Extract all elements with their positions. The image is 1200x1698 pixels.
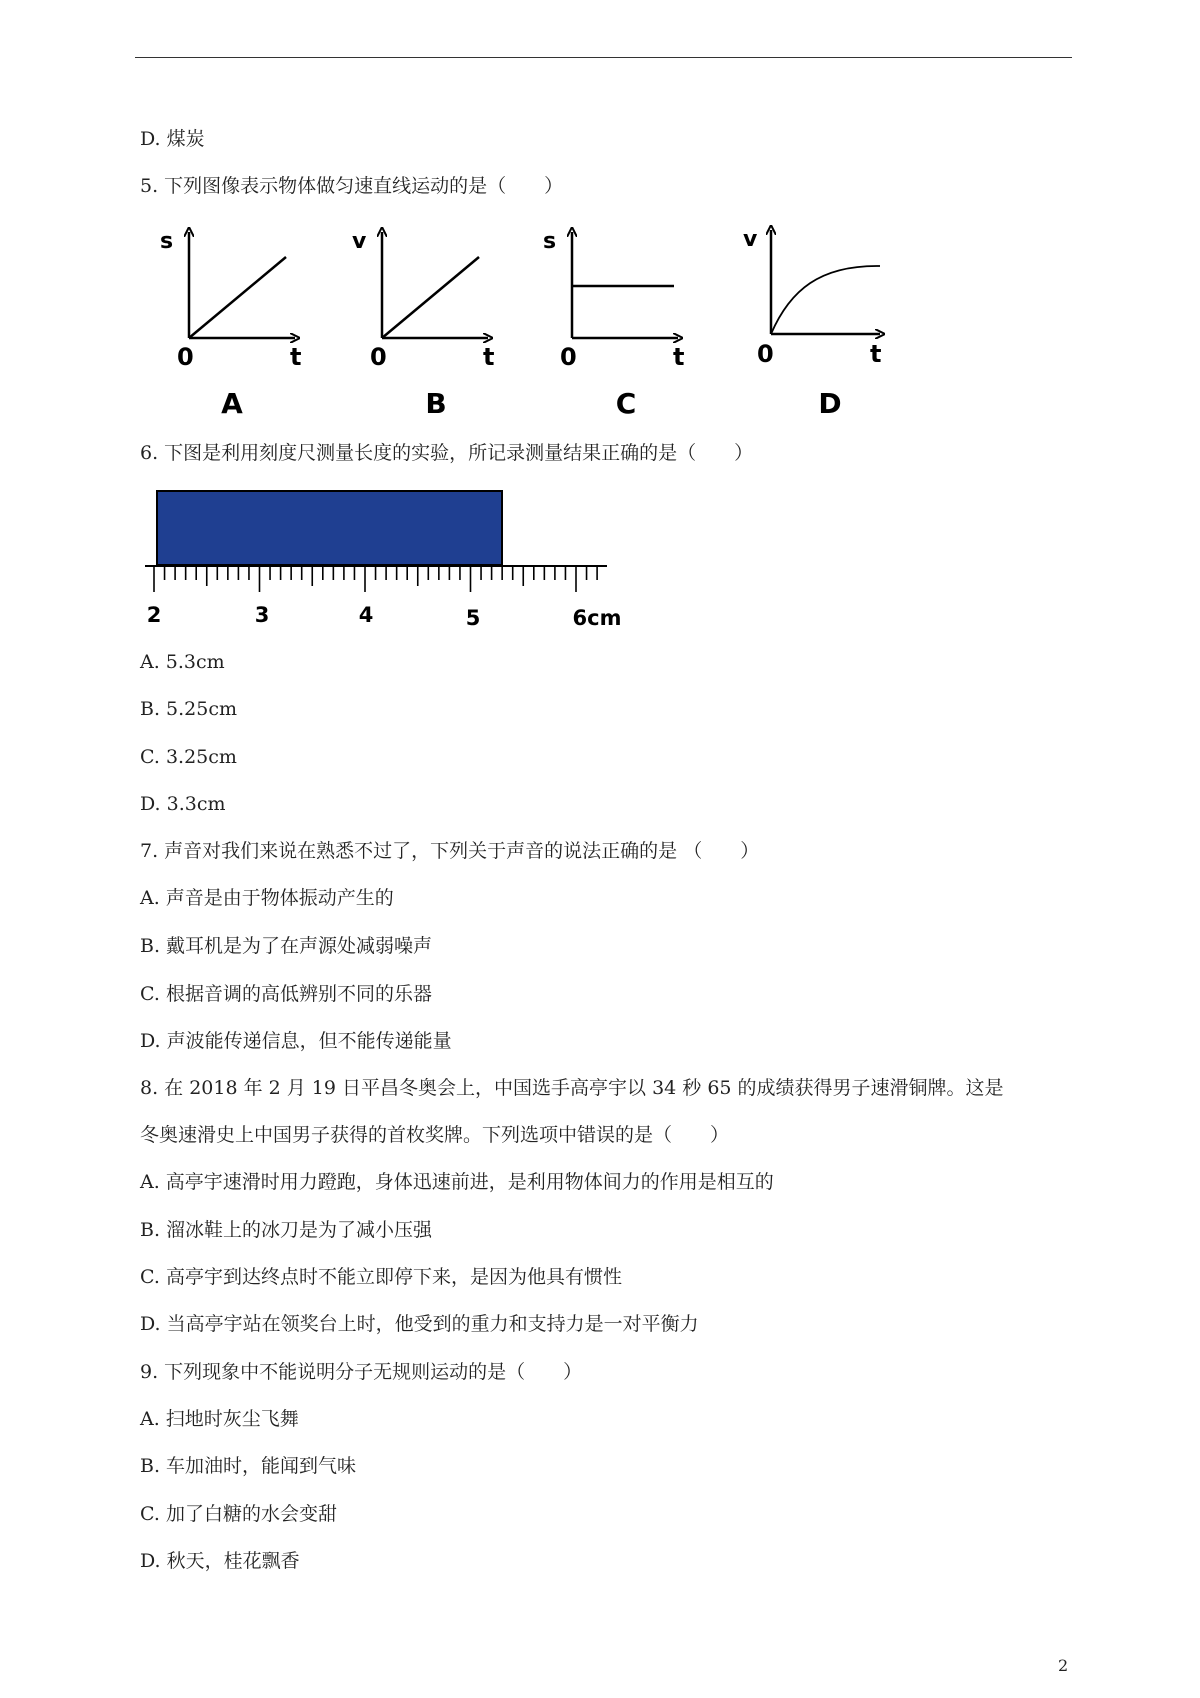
ruler-label-2: 2	[146, 603, 162, 627]
q4-option-d: D. 煤炭	[140, 128, 205, 150]
graph-d-origin: 0	[757, 340, 774, 368]
q8-option-c: C. 高亭宇到达终点时不能立即停下来，是因为他具有惯性	[140, 1266, 622, 1288]
q6-option-b: B. 5.25cm	[140, 698, 238, 720]
page-number: 2	[1058, 1656, 1069, 1675]
q9-option-b: B. 车加油时，能闻到气味	[140, 1455, 357, 1477]
question-7: 7. 声音对我们来说在熟悉不过了，下列关于声音的说法正确的是 （ ）	[140, 840, 760, 862]
q9-option-d: D. 秋天，桂花飘香	[140, 1550, 300, 1572]
graph-a-origin: 0	[177, 343, 194, 371]
graph-d-y-label: v	[743, 227, 758, 252]
q8-option-a: A. 高亭宇速滑时用力蹬跑，身体迅速前进，是利用物体间力的作用是相互的	[140, 1171, 774, 1193]
ruler-label-4: 4	[358, 603, 374, 627]
graph-a-line	[189, 257, 286, 338]
question-8-line-1: 8. 在 2018 年 2 月 19 日平昌冬奥会上，中国选手高亭宇以 34 秒 65 的成绩获得男子速滑铜牌。这是	[140, 1077, 1004, 1099]
graph-b	[352, 229, 494, 420]
graph-d-x-label: t	[870, 340, 882, 368]
ruler-label-5: 5	[465, 606, 481, 628]
graph-c-origin: 0	[560, 343, 577, 371]
q7-option-c: C. 根据音调的高低辨别不同的乐器	[140, 983, 432, 1005]
ruler-label-6cm: 6cm	[572, 606, 622, 628]
q6-option-d: D. 3.3cm	[140, 793, 226, 815]
q8-option-b: B. 溜冰鞋上的冰刀是为了减小压强	[140, 1219, 433, 1241]
question-6: 6. 下图是利用刻度尺测量长度的实验，所记录测量结果正确的是（ ）	[140, 442, 754, 464]
measured-block	[157, 491, 502, 565]
question-8-line-2: 冬奥速滑史上中国男子获得的首枚奖牌。下列选项中错误的是（ ）	[140, 1124, 730, 1146]
q8-option-d: D. 当高亭宇站在领奖台上时，他受到的重力和支持力是一对平衡力	[140, 1313, 699, 1335]
q9-option-c: C. 加了白糖的水会变甜	[140, 1503, 337, 1525]
q6-option-a: A. 5.3cm	[140, 651, 225, 673]
graph-b-x-label: t	[483, 343, 495, 371]
graph-d-caption: D	[818, 387, 842, 420]
graph-a-caption: A	[221, 387, 243, 420]
q6-option-c: C. 3.25cm	[140, 746, 237, 768]
ruler-label-3: 3	[254, 603, 270, 627]
graph-b-caption: B	[425, 387, 447, 420]
graph-c-x-label: t	[673, 343, 685, 371]
graph-c-caption: C	[615, 387, 637, 420]
graph-d-curve	[771, 266, 880, 334]
graph-b-y-label: v	[352, 229, 367, 254]
q7-option-a: A. 声音是由于物体振动产生的	[140, 887, 394, 909]
graph-c-y-label: s	[543, 229, 557, 254]
graph-a	[160, 229, 301, 420]
q7-option-b: B. 戴耳机是为了在声源处减弱噪声	[140, 935, 433, 957]
ruler-figure	[140, 488, 630, 628]
q7-option-d: D. 声波能传递信息，但不能传递能量	[140, 1030, 452, 1052]
graph-b-origin: 0	[370, 343, 387, 371]
header-rule	[135, 57, 1072, 58]
graph-d	[743, 227, 881, 420]
question-5: 5. 下列图像表示物体做匀速直线运动的是（ ）	[140, 175, 564, 197]
graph-a-x-label: t	[290, 343, 302, 371]
graph-c	[543, 229, 684, 420]
question-9: 9. 下列现象中不能说明分子无规则运动的是（ ）	[140, 1361, 583, 1383]
q9-option-a: A. 扫地时灰尘飞舞	[140, 1408, 299, 1430]
graph-b-line	[382, 257, 479, 338]
q5-graphs	[140, 220, 910, 425]
graph-a-y-label: s	[160, 229, 174, 254]
ruler-ticks	[154, 566, 597, 592]
